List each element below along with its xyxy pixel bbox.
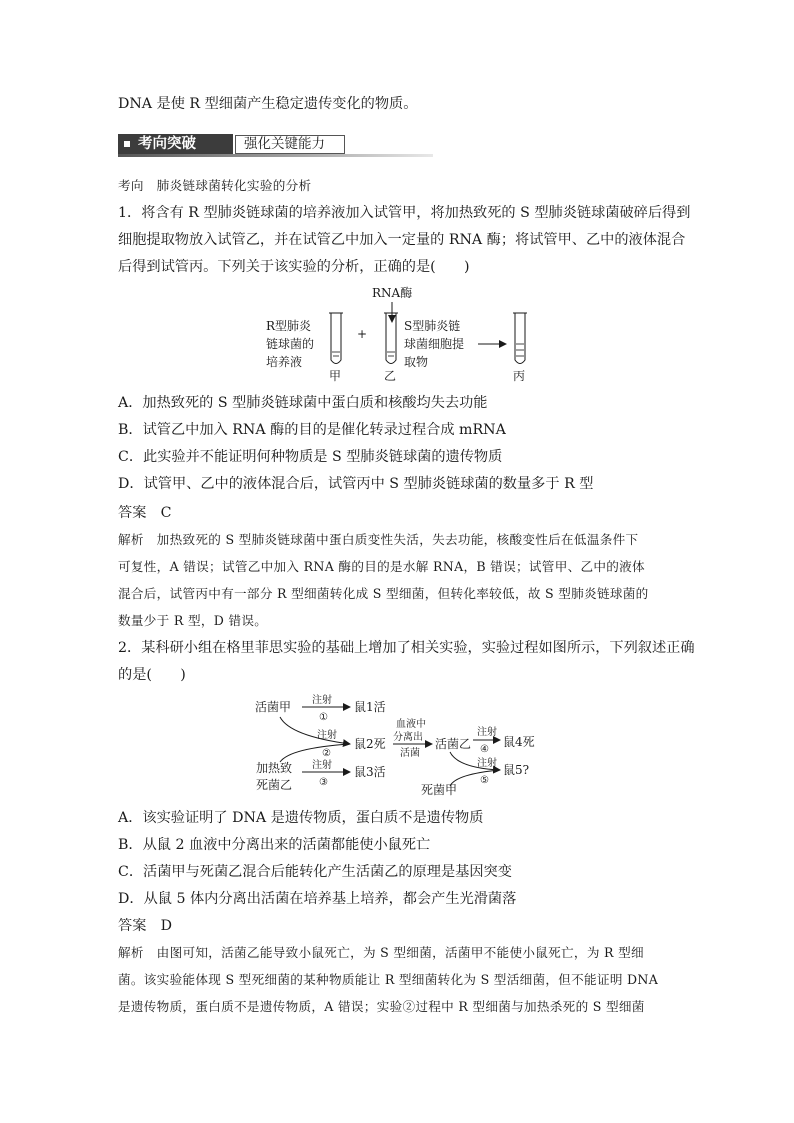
q2-stem-line: 2．某科研小组在格里菲思实验的基础上增加了相关实验，实验过程如图所示，下列叙述正确 — [118, 640, 695, 656]
step-4: ④ — [480, 744, 489, 755]
section-heading: 考向 肺炎链球菌转化实验的分析 — [118, 178, 312, 193]
mouse-1: 鼠1活 — [354, 700, 386, 714]
q1-option-b: B．试管乙中加入 RNA 酶的目的是催化转录过程合成 mRNA — [118, 422, 506, 438]
tube-b — [384, 313, 398, 364]
q1-option-a: A．加热致死的 S 型肺炎链球菌中蛋白质和核酸均失去功能 — [118, 395, 488, 411]
q2-analysis-line: 解析 由图可知，活菌乙能导致小鼠死亡，为 S 型细菌，活菌甲不能使小鼠死亡，为 R 型细 — [118, 945, 644, 960]
live-a-label: 活菌甲 — [255, 700, 292, 714]
step-1: ① — [319, 712, 328, 723]
mouse-5: 鼠5? — [503, 763, 530, 777]
q1-option-d: D．试管甲、乙中的液体混合后，试管丙中 S 型肺炎链球菌的数量多于 R 型 — [118, 476, 594, 492]
q1-figure — [250, 280, 550, 390]
section-banner — [118, 134, 433, 156]
banner-square-icon — [124, 141, 130, 147]
tube-a-label: 甲 — [329, 369, 342, 383]
q2-option-d: D．从鼠 5 体内分离出活菌在培养基上培养，都会产生光滑菌落 — [118, 891, 517, 907]
dead-a-label: 死菌甲 — [421, 783, 458, 797]
q2-analysis-line: 是遗传物质，蛋白质不是遗传物质，A 错误；实验②过程中 R 型细菌与加热杀死的 S 型细菌 — [118, 999, 645, 1014]
step-3: ③ — [319, 777, 328, 788]
q2-answer: 答案 D — [118, 918, 172, 934]
q1-stem-line: 细胞提取物放入试管乙，并在试管乙中加入一定量的 RNA 酶；将试管甲、乙中的液体混合 — [118, 232, 686, 248]
inject-label: 注射 — [312, 695, 332, 706]
q2-option-a: A．该实验证明了 DNA 是遗传物质，蛋白质不是遗传物质 — [118, 810, 484, 826]
right-label-line: S型肺炎链 — [404, 319, 461, 333]
q2-option-c: C．活菌甲与死菌乙混合后能转化产生活菌乙的原理是基因突变 — [118, 864, 512, 880]
q2-option-b: B．从鼠 2 血液中分离出来的活菌都能使小鼠死亡 — [118, 837, 431, 853]
separate-line: 血液中 — [396, 719, 426, 730]
inject-label: 注射 — [312, 760, 332, 771]
heat-killed-line: 死菌乙 — [256, 778, 293, 792]
q1-analysis-line: 数量少于 R 型，D 错误。 — [118, 613, 268, 628]
arrow-5-lower — [450, 770, 500, 786]
right-label-line: 球菌细胞提 — [404, 337, 465, 351]
enzyme-label: RNA酶 — [372, 286, 413, 300]
mouse-4: 鼠4死 — [503, 735, 535, 749]
tube-c-label: 丙 — [513, 369, 526, 383]
step-2: ② — [322, 748, 331, 759]
tube-c — [513, 313, 527, 364]
q2-stem-line: 的是( ) — [118, 667, 186, 683]
banner-title: 考向突破 — [138, 136, 196, 152]
left-label-line: 培养液 — [266, 355, 303, 369]
inject-label: 注射 — [477, 727, 497, 738]
step-5: ⑤ — [480, 775, 489, 786]
separate-line: 分离出 — [393, 732, 423, 743]
left-label-line: R型肺炎 — [266, 319, 312, 333]
intro-text: DNA 是使 R 型细菌产生稳定遗传变化的物质。 — [118, 96, 418, 112]
q1-analysis-line: 解析 加热致死的 S 型肺炎链球菌中蛋白质变性失活，失去功能，核酸变性后在低温条件下 — [118, 532, 639, 547]
inject-label: 注射 — [317, 730, 337, 741]
left-label-line: 链球菌的 — [266, 337, 315, 351]
live-bacteria-label: 活菌 — [400, 748, 420, 759]
q1-option-c: C．此实验并不能证明何种物质是 S 型肺炎链球菌的遗传物质 — [118, 449, 503, 465]
live-b-label: 活菌乙 — [435, 737, 472, 751]
tube-a — [329, 313, 343, 364]
q2-analysis-line: 菌。该实验能体现 S 型死细菌的某种物质能让 R 型细菌转化为 S 型活细菌，但不能证明 DNA — [118, 972, 659, 987]
mouse-3: 鼠3活 — [354, 765, 386, 779]
q1-stem-line: 1．将含有 R 型肺炎链球菌的培养液加入试管甲，将加热致死的 S 型肺炎链球菌破碎后得到 — [118, 205, 691, 221]
q1-answer: 答案 C — [118, 505, 172, 521]
banner-underline — [118, 154, 433, 157]
arrow-2-upper — [280, 717, 350, 744]
tube-b-label: 乙 — [384, 369, 397, 383]
banner-subtitle: 强化关键能力 — [244, 136, 325, 152]
q1-stem-line: 后得到试管丙。下列关于该实验的分析，正确的是( ) — [118, 259, 470, 275]
q1-analysis-line: 可复性，A 错误；试管乙中加入 RNA 酶的目的是水解 RNA，B 错误；试管甲、乙中的液体 — [118, 559, 645, 574]
mouse-2: 鼠2死 — [354, 737, 386, 751]
inject-label: 注射 — [477, 758, 497, 769]
heat-killed-line: 加热致 — [256, 761, 293, 775]
q2-figure — [250, 690, 550, 800]
plus-sign: + — [357, 327, 368, 341]
q1-analysis-line: 混合后，试管丙中有一部分 R 型细菌转化成 S 型细菌，但转化率较低，故 S 型肺炎链球菌的 — [118, 586, 649, 601]
right-label-line: 取物 — [404, 355, 429, 369]
